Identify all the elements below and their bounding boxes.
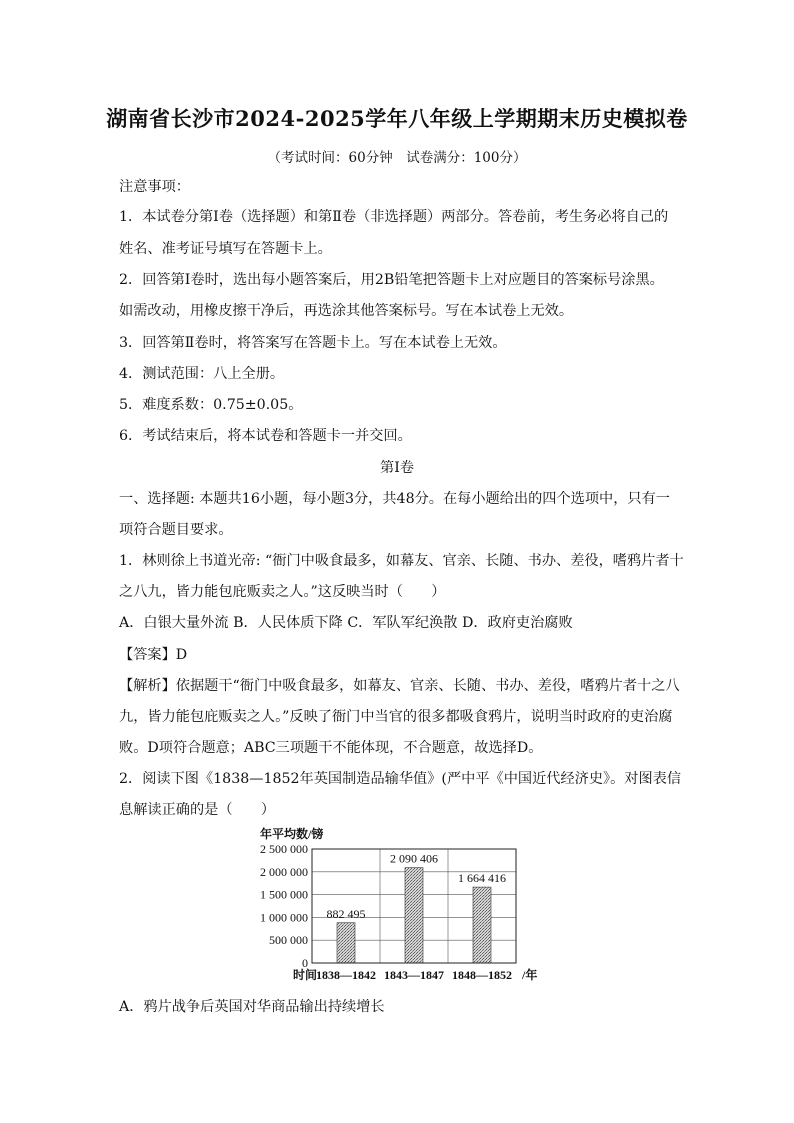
q2-stem: 息解读正确的是（ ） <box>119 802 276 818</box>
q2-option-a: A．鸦片战争后英国对华商品输出持续增长 <box>119 999 385 1015</box>
q1-answer: 【答案】D <box>119 647 188 663</box>
y-tick-label: 1 000 000 <box>260 910 308 925</box>
section-intro: 一、选择题: 本题共16小题，每小题3分，共48分。在每小题给出的四个选项中，只有一 <box>119 491 670 507</box>
section-title: 第Ⅰ卷 <box>380 460 414 476</box>
bar-value-label: 882 495 <box>326 906 366 921</box>
y-tick-label: 0 <box>302 956 308 970</box>
q1-analysis: 败。D项符合题意；ABC三项题干不能体现，不合题意，故选择D。 <box>119 740 543 756</box>
note-line: 4．测试范围：八上全册。 <box>119 366 285 382</box>
export-bar-chart <box>248 824 548 990</box>
section-intro: 项符合题目要求。 <box>119 522 233 538</box>
y-tick-label: 2 000 000 <box>260 864 308 879</box>
q1-analysis: 【解析】依据题干“衙门中吸食最多，如幕友、官亲、长随、书办、差役，嗜鸦片者十之八 <box>119 678 680 694</box>
note-line: 5．难度系数：0.75±0.05。 <box>119 397 303 413</box>
q1-analysis: 九，皆力能包庇贩卖之人。”反映了衙门中当官的很多都吸食鸦片，说明当时政府的吏治腐 <box>119 709 673 725</box>
q2-stem: 2．阅读下图《1838—1852年英国制造品输华值》(严中平《中国近代经济史》。对图表信 <box>119 771 682 787</box>
bar-value-label: 1 664 416 <box>458 871 506 886</box>
note-line: 如需改动，用橡皮擦干净后，再选涂其他答案标号。写在本试卷上无效。 <box>119 303 574 319</box>
note-line: 6．考试结束后，将本试卷和答题卡一并交回。 <box>119 428 412 444</box>
bar <box>405 868 423 963</box>
y-tick-label: 2 500 000 <box>260 842 308 856</box>
q1-options: A．白银大量外流 B．人民体质下降 C．军队军纪涣散 D．政府吏治腐败 <box>119 615 573 631</box>
note-line: 姓名、准考证号填写在答题卡上。 <box>119 241 332 257</box>
y-tick-label: 1 500 000 <box>260 887 308 902</box>
bar-chart-svg <box>248 824 548 990</box>
note-line: 2．回答第Ⅰ卷时，选出每小题答案后，用2B铅笔把答题卡上对应题目的答案标号涂黑。 <box>119 272 664 288</box>
q1-stem: 1．林则徐上书道光帝: “衙门中吸食最多，如幕友、官亲、长随、书办、差役，嗜鸦片者十 <box>119 553 684 569</box>
exam-info: （考试时间：60分钟 试卷满分：100分） <box>267 150 527 166</box>
y-axis-title: 年平均数/镑 <box>260 827 324 841</box>
x-tick-label: 1843—1847 <box>384 968 444 982</box>
q1-stem: 之八九，皆力能包庇贩卖之人。”这反映当时（ ） <box>119 584 446 600</box>
bar-value-label: 2 090 406 <box>390 851 438 866</box>
notes-heading: 注意事项： <box>119 179 190 195</box>
x-tick-label: 1838—1842 <box>316 968 376 982</box>
bar <box>337 923 355 963</box>
x-tick-label: 1848—1852 <box>452 968 512 982</box>
x-axis-title: 时间 <box>293 968 318 982</box>
bar <box>473 887 491 963</box>
note-line: 3．回答第Ⅱ卷时，将答案写在答题卡上。写在本试卷上无效。 <box>119 335 507 351</box>
page-title: 湖南省长沙市2024-2025学年八年级上学期期末历史模拟卷 <box>106 106 688 131</box>
note-line: 1．本试卷分第Ⅰ卷（选择题）和第Ⅱ卷（非选择题）两部分。答卷前，考生务必将自己的 <box>119 209 669 225</box>
x-axis-unit: /年 <box>522 968 538 982</box>
y-tick-label: 500 000 <box>269 933 308 948</box>
